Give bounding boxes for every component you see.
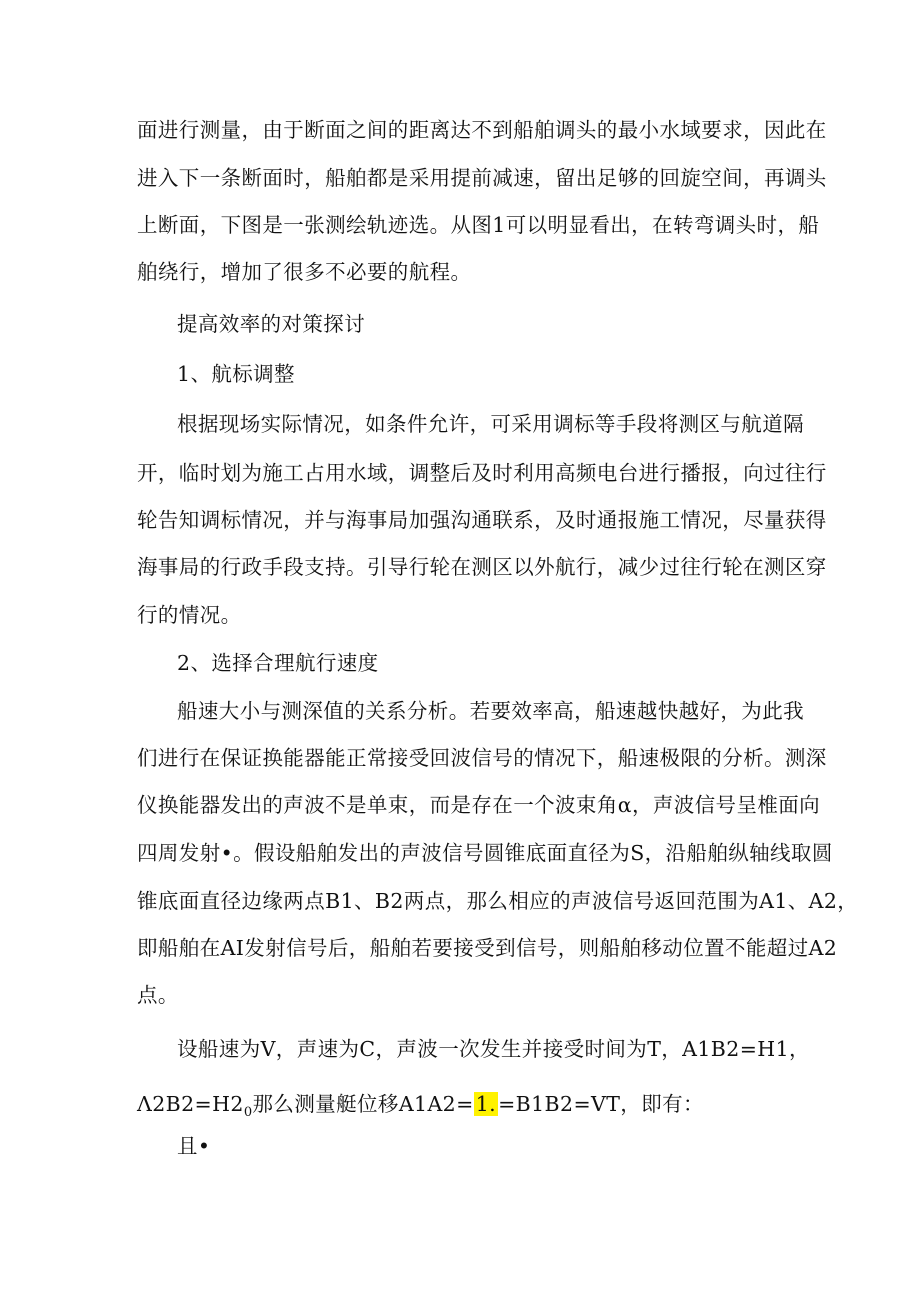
formula-part: Λ2B2=H2 — [137, 1092, 244, 1116]
text-line: 船速大小与测深值的关系分析。若要效率高，船速越快越好，为此我 — [177, 699, 804, 723]
text-line: 锥底面直径边缘两点B1、B2两点，那么相应的声波信号返回范围为A1、A2， — [137, 889, 859, 913]
text-line: 四周发射•。假设船舶发出的声波信号圆锥底面直径为S，沿船舶纵轴线取圆 — [137, 841, 833, 865]
text-line: 进入下一条断面时，船舶都是采用提前减速，留出足够的回旋空间，再调头 — [137, 166, 827, 190]
text-line: 行的情况。 — [137, 603, 242, 627]
text-line: 舶绕行，增加了很多不必要的航程。 — [137, 260, 472, 284]
text-line: 仪换能器发出的声波不是单束，而是存在一个波束角α，声波信号呈椎面向 — [137, 793, 821, 817]
text-line: 且• — [177, 1134, 211, 1158]
text-line: 上断面，下图是一张测绘轨迹选。从图1可以明显看出，在转弯调头时，船 — [137, 213, 820, 237]
section-heading: 提高效率的对策探讨 — [177, 312, 366, 336]
subsection-heading: 1、航标调整 — [177, 362, 295, 386]
text-line: 根据现场实际情况，如条件允许，可采用调标等手段将测区与航道隔 — [177, 412, 804, 436]
text-line: 开，临时划为施工占用水域，调整后及时利用高频电台进行播报，向过往行 — [137, 461, 827, 485]
subsection-heading: 2、选择合理航行速度 — [177, 651, 379, 675]
highlighted-text: 1. — [475, 1092, 497, 1116]
text-line: 轮告知调标情况，并与海事局加强沟通联系，及时通报施工情况，尽量获得 — [137, 508, 827, 532]
text-line: 面进行测量，由于断面之间的距离达不到船舶调头的最小水域要求，因此在 — [137, 118, 827, 142]
formula-line — [137, 1090, 704, 1127]
text-line: 点。 — [137, 983, 179, 1007]
text-line: 即船舶在AI发射信号后，船舶若要接受到信号，则船舶移动位置不能超过A2 — [137, 936, 838, 960]
text-line: 们进行在保证换能器能正常接受回波信号的情况下，船速极限的分析。测深 — [137, 746, 827, 770]
formula-part: =B1B2=VT，即有： — [498, 1092, 704, 1116]
formula-part: 那么测量艇位移A1A2= — [252, 1092, 474, 1116]
text-line: 海事局的行政手段支持。引导行轮在测区以外航行，减少过往行轮在测区穿 — [137, 555, 827, 579]
formula-subscript: 0 — [243, 1105, 253, 1121]
text-line: 设船速为V，声速为C，声波一次发生并接受时间为T，A1B2=H1， — [177, 1037, 810, 1061]
